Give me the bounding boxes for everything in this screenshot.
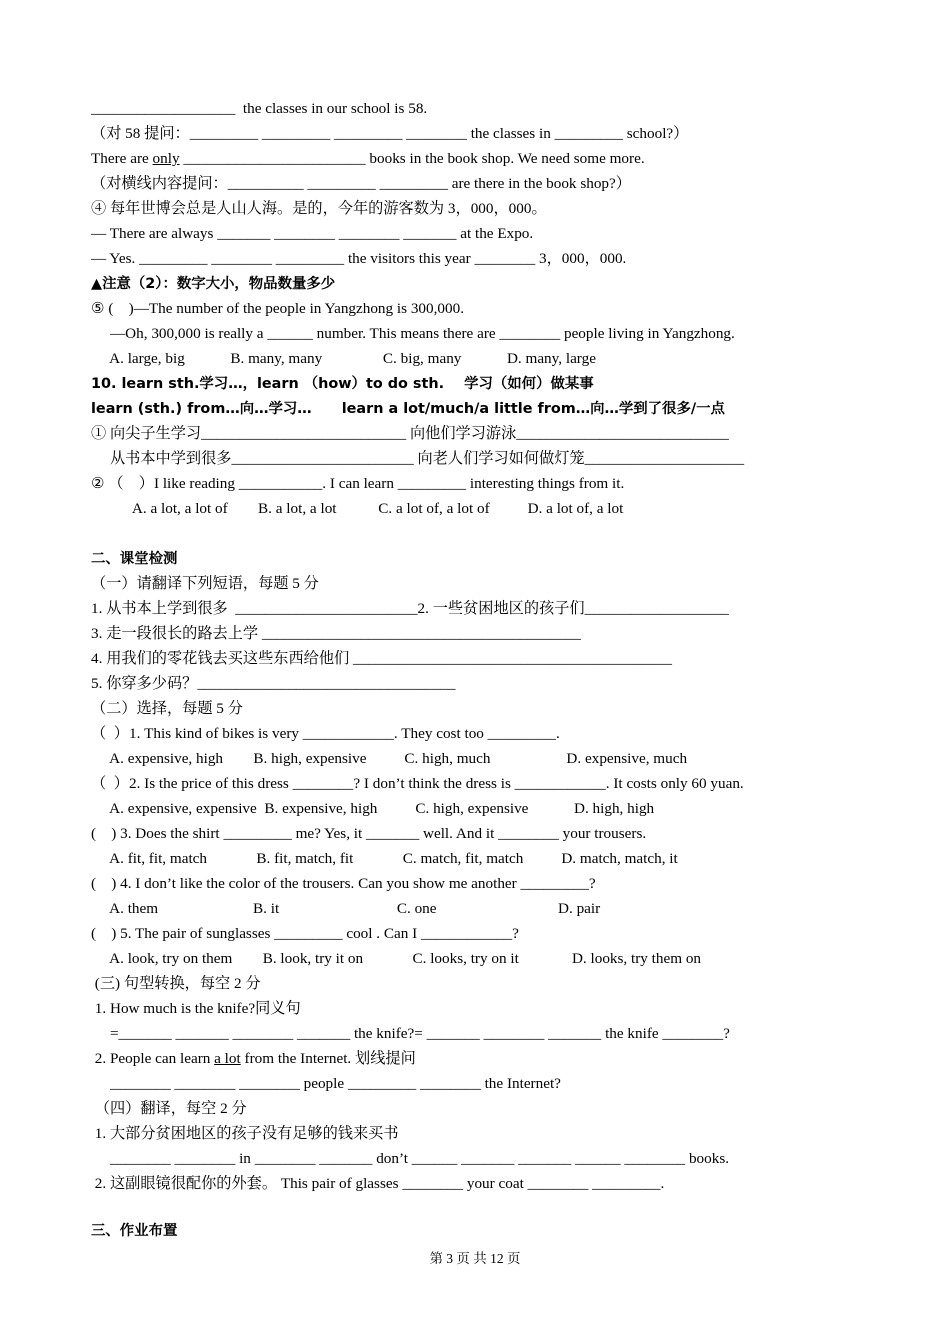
line-28: （ ）2. Is the price of this dress ________? I don’t think the dress is ____________. It costs only 60 yuan.: [91, 775, 744, 792]
section-10-heading: 10. learn sth.学习…，learn （how）to do sth. 学习（如何）做某事: [91, 376, 594, 392]
page-footer: 第 3 页 共 12 页: [429, 1251, 521, 1266]
line-6: — There are always _______ ________ ________ _______ at the Expo.: [91, 225, 534, 242]
line-4: （对横线内容提问：__________ _________ _________ are there in the book shop?）: [91, 175, 631, 192]
line-35: A. look, try on them B. look, try it on C. looks, try on it D. looks, try them on: [91, 950, 702, 967]
line-40: ________ ________ ________ people _________ ________ the Internet?: [91, 1075, 561, 1092]
line-22: 3. 走一段很长的路去上学 __________________________________________: [91, 625, 581, 642]
line-32: ( ) 4. I don’t like the color of the trousers. Can you show me another _________?: [91, 875, 596, 892]
line-5: ④ 每年世博会总是人山人海。是的，今年的游客数为 3，000，000。: [91, 200, 547, 217]
line-14: ① 向尖子生学习___________________________ 向他们学习游泳____________________________: [91, 425, 729, 442]
line-21: 1. 从书本上学到很多 ________________________2. 一些贫困地区的孩子们___________________: [91, 600, 729, 617]
line-15: 从书本中学到很多________________________ 向老人们学习如何做灯笼_____________________: [91, 450, 745, 467]
line-44: 2. 这副眼镜很配你的外套。 This pair of glasses ________ your coat ________ _________.: [91, 1175, 665, 1192]
line-16: ② （ ）I like reading ___________. I can learn _________ interesting things from it.: [91, 475, 625, 492]
line-2: （对 58 提问：_________ _________ _________ ________ the classes in _________ school?）: [91, 125, 689, 142]
line-36: (三) 句型转换，每空 2 分: [91, 975, 261, 992]
line-24: 5. 你穿多少码？__________________________________: [91, 675, 456, 692]
line-30: ( ) 3. Does the shirt _________ me? Yes, it _______ well. And it ________ your trousers.: [91, 825, 647, 842]
line-37: 1. How much is the knife?同义句: [91, 1000, 301, 1017]
line-20: （一）请翻译下列短语，每题 5 分: [91, 575, 319, 592]
line-17: A. a lot, a lot of B. a lot, a lot C. a lot of, a lot of D. a lot of, a lot: [91, 500, 624, 517]
line-1: ___________________ the classes in our school is 58.: [91, 100, 428, 117]
line-23: 4. 用我们的零花钱去买这些东西给他们 __________________________________________: [91, 650, 672, 667]
line-33: A. them B. it C. one D. pair: [91, 900, 601, 917]
line-25: （二）选择，每题 5 分: [91, 700, 243, 717]
section-3-heading: 三、作业布置: [91, 1223, 178, 1239]
line-10: —Oh, 300,000 is really a ______ number. This means there are ________ people living in Yangzhong.: [91, 325, 735, 342]
line-42: 1. 大部分贫困地区的孩子没有足够的钱来买书: [91, 1125, 399, 1142]
line-9: ⑤ ( )—The number of the people in Yangzhong is 300,000.: [91, 300, 464, 317]
line-31: A. fit, fit, match B. fit, match, fit C. match, fit, match D. match, match, it: [91, 850, 678, 867]
line-11: A. large, big B. many, many C. big, many D. many, large: [91, 350, 596, 367]
line-43: ________ ________ in ________ _______ don’t ______ _______ _______ ______ ________ books.: [91, 1150, 730, 1167]
line-27: A. expensive, high B. high, expensive C. high, much D. expensive, much: [91, 750, 688, 767]
line-7: — Yes. _________ ________ _________ the visitors this year ________ 3，000，000.: [91, 250, 627, 267]
line-29: A. expensive, expensive B. expensive, high C. high, expensive D. high, high: [91, 800, 655, 817]
line-39: 2. People can learn a lot from the Internet. 划线提问: [91, 1050, 416, 1067]
line-26: （ ）1. This kind of bikes is very ____________. They cost too _________.: [91, 725, 560, 742]
section-2-heading: 二、课堂检测: [91, 551, 178, 567]
line-3: There are only ________________________ books in the book shop. We need some more.: [91, 150, 645, 167]
line-41: （四）翻译，每空 2 分: [91, 1100, 247, 1117]
line-34: ( ) 5. The pair of sunglasses _________ cool . Can I ____________?: [91, 925, 519, 942]
note-heading: ▲注意（2）：数字大小，物品数量多少: [91, 276, 336, 292]
section-10-subheading: learn (sth.) from…向…学习… learn a lot/much/a little from…向…学到了很多/一点: [91, 401, 725, 417]
line-38: =_______ _______ ________ _______ the knife?= _______ ________ _______ the knife ________?: [91, 1025, 730, 1042]
